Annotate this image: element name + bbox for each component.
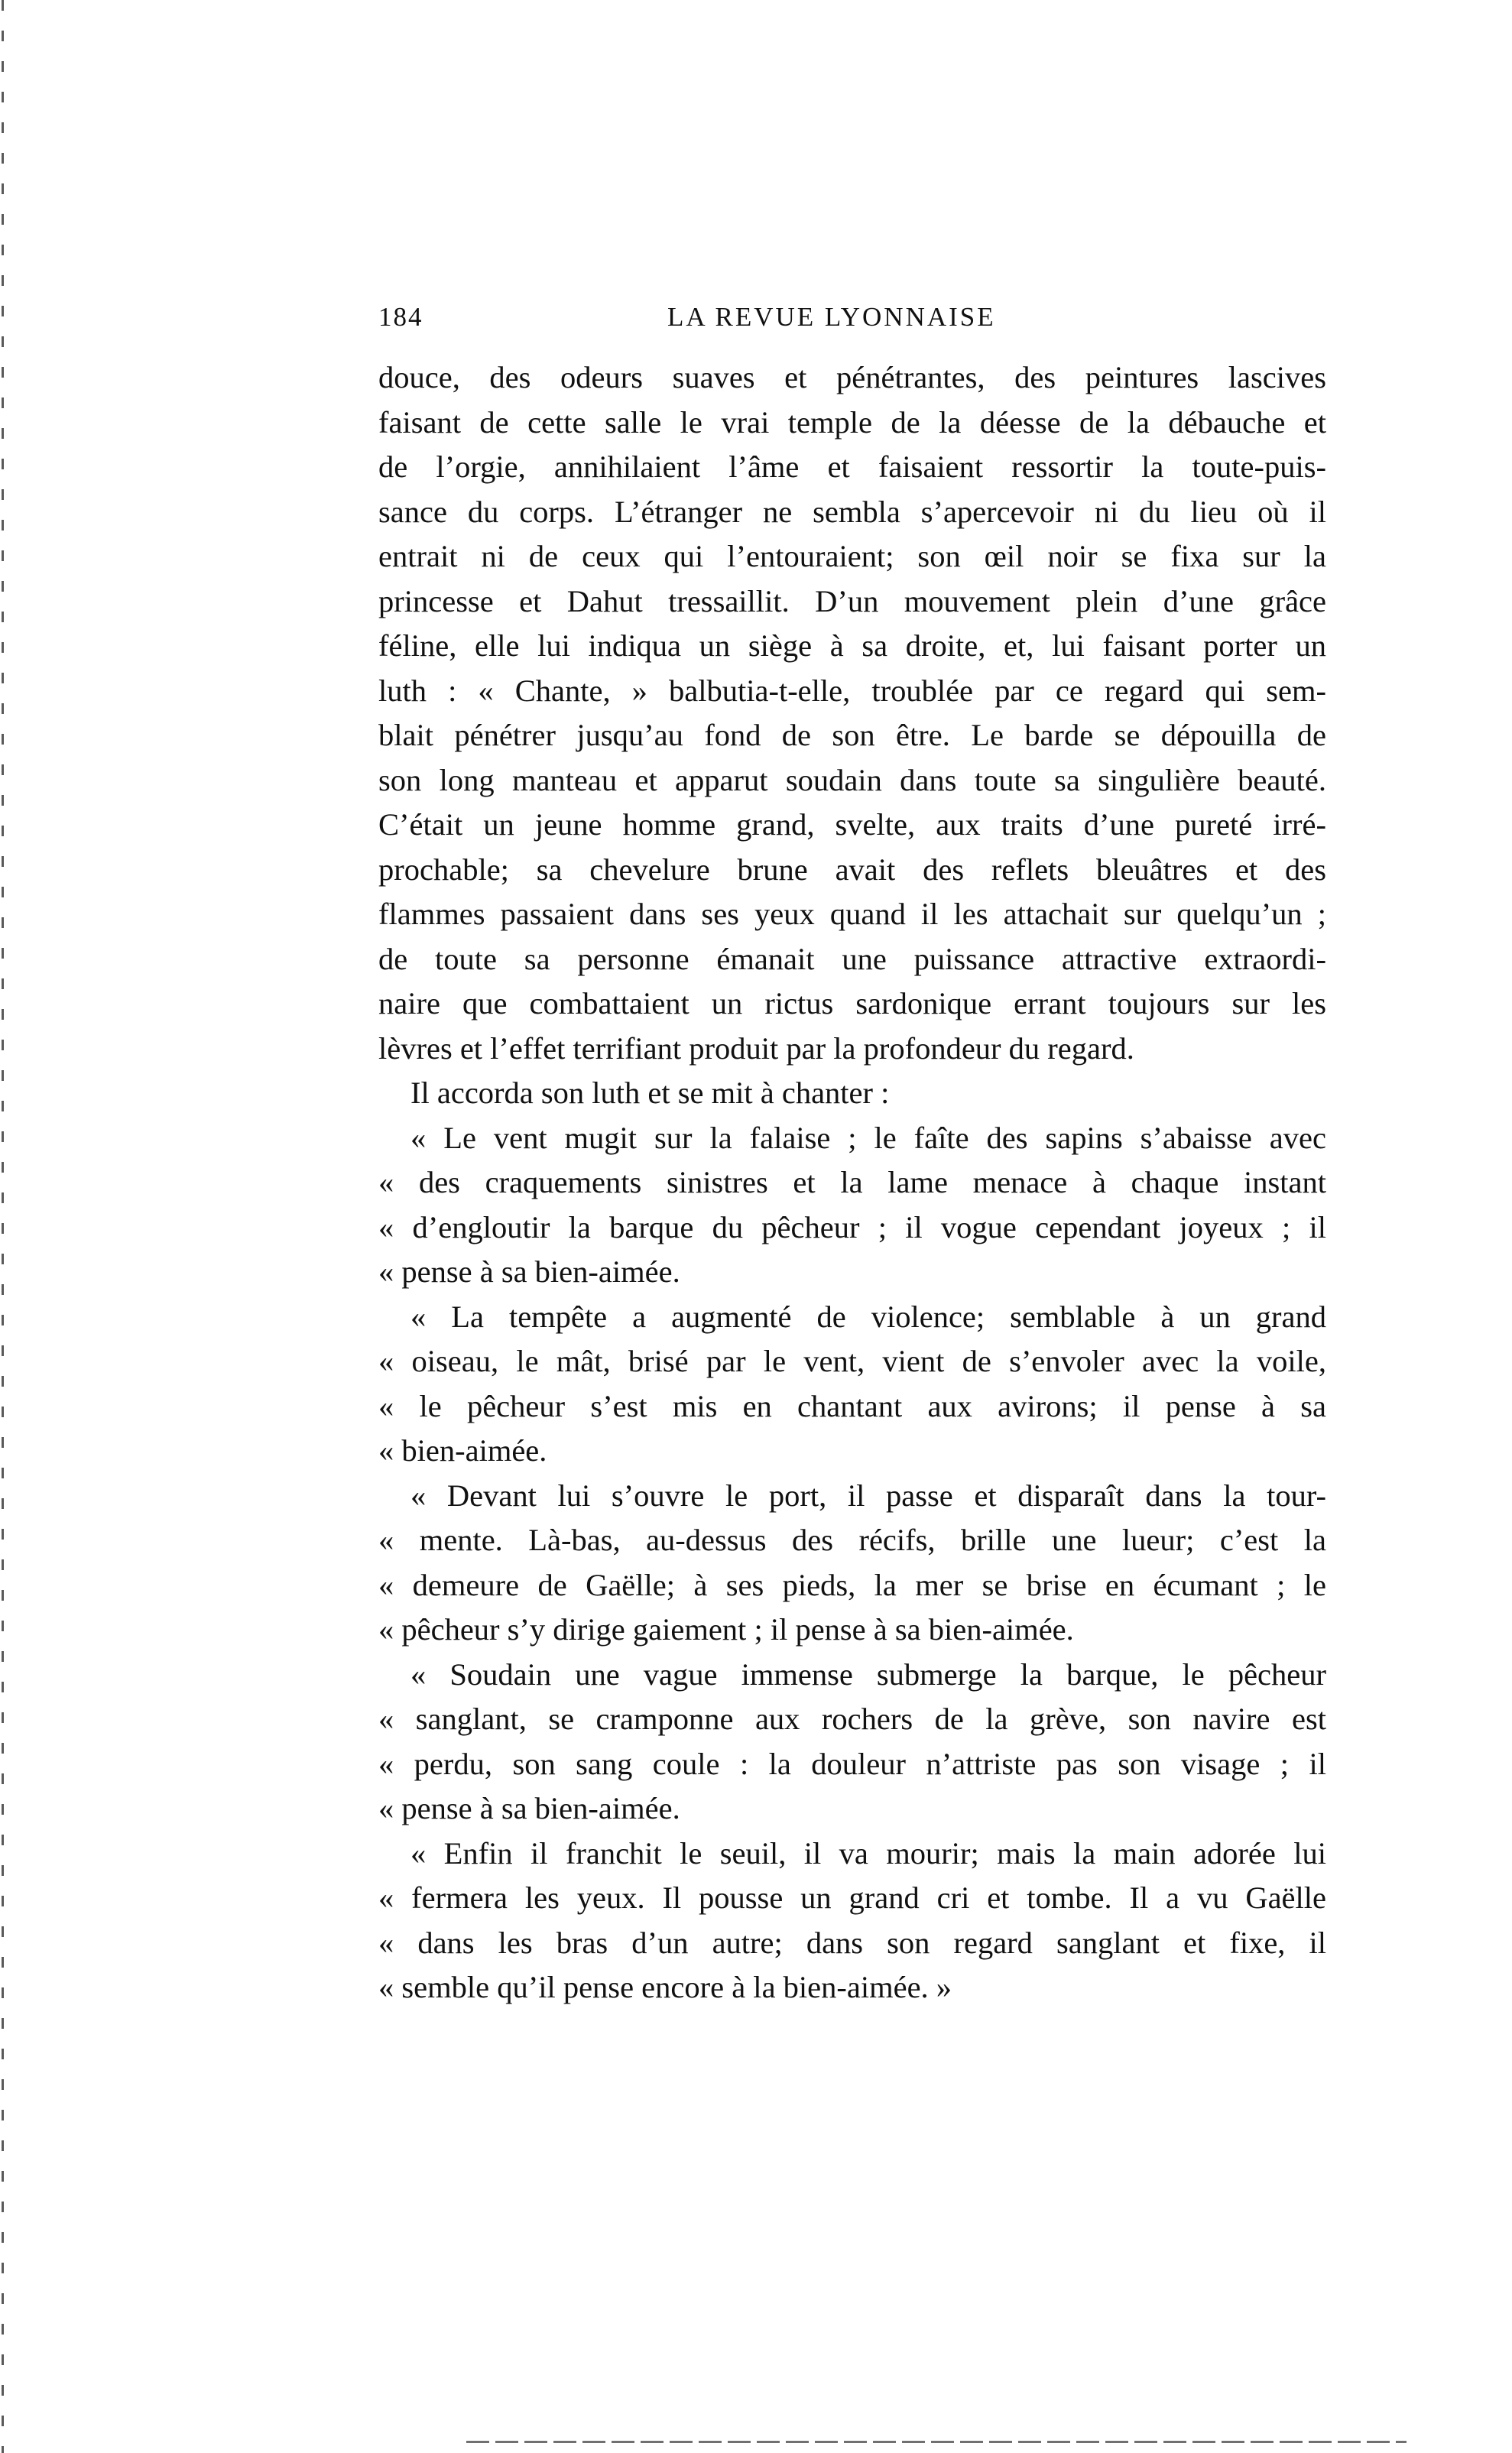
text-line: « dans les bras d’un autre; dans son regard sanglant et fixe, il	[378, 1925, 1326, 1960]
journal-title: LA REVUE LYONNAISE	[667, 302, 996, 332]
text-line: princesse et Dahut tressaillit. D’un mouvement plein d’une grâce	[378, 583, 1326, 618]
text-line: « bien-aimée.	[378, 1433, 547, 1468]
text-line: de toute sa personne émanait une puissance attractive extraordi-	[378, 941, 1326, 976]
text-line: « demeure de Gaëlle; à ses pieds, la mer se brise en écumant ; le	[378, 1567, 1326, 1602]
text-line: blait pénétrer jusqu’au fond de son être. Le barde se dépouilla de	[378, 718, 1326, 752]
text-line: « pense à sa bien-aimée.	[378, 1254, 680, 1289]
text-line: féline, elle lui indiqua un siège à sa droite, et, lui faisant porter un	[378, 628, 1326, 663]
text-line: sance du corps. L’étranger ne sembla s’apercevoir ni du lieu où il	[378, 494, 1326, 529]
song-stanza	[378, 1295, 1326, 1474]
text-line: flammes passaient dans ses yeux quand il les attachait sur quelqu’un ;	[378, 897, 1326, 931]
scan-edge-artifact	[2, 0, 4, 2453]
text-line: « sanglant, se cramponne aux rochers de la grève, son navire est	[378, 1702, 1326, 1736]
text-line: entrait ni de ceux qui l’entouraient; son œil noir se fixa sur la	[378, 539, 1326, 573]
body-text	[378, 355, 1326, 2010]
text-line: « le pêcheur s’est mis en chantant aux avirons; il pense à sa	[378, 1388, 1326, 1423]
text-line: luth : « Chante, » balbutia-t-elle, troublée par ce regard qui sem-	[378, 673, 1326, 708]
text-line: « pêcheur s’y dirige gaiement ; il pense à sa bien-aimée.	[378, 1612, 1074, 1647]
song-stanza	[378, 1832, 1326, 2010]
text-line: « oiseau, le mât, brisé par le vent, vient de s’envoler avec la voile,	[378, 1344, 1326, 1378]
text-line: « Soudain une vague immense submerge la barque, le pêcheur	[410, 1656, 1326, 1692]
text-line: « fermera les yeux. Il pousse un grand cri et tombe. Il a vu Gaëlle	[378, 1880, 1326, 1915]
text-line: naire que combattaient un rictus sardonique errant toujours sur les	[378, 986, 1326, 1020]
page-number: 184	[378, 302, 423, 332]
text-line: prochable; sa chevelure brune avait des reflets bleuâtres et des	[378, 852, 1326, 887]
text-line: douce, des odeurs suaves et pénétrantes, des peintures lascives	[378, 360, 1326, 394]
text-line: « La tempête a augmenté de violence; semblable à un grand	[410, 1299, 1326, 1334]
text-line: faisant de cette salle le vrai temple de la déesse de la débauche et	[378, 404, 1326, 440]
text-line: son long manteau et apparut soudain dans toute sa singulière beauté.	[378, 762, 1326, 797]
scan-bottom-artifact	[466, 2441, 1407, 2443]
song-stanza	[378, 1116, 1326, 1295]
text-line: « Devant lui s’ouvre le port, il passe et disparaît dans la tour-	[410, 1478, 1326, 1513]
text-line: lèvres et l’effet terrifiant produit par la profondeur du regard.	[378, 1030, 1134, 1066]
text-line: C’était un jeune homme grand, svelte, aux traits d’une pureté irré-	[378, 807, 1326, 842]
song-stanza	[378, 1653, 1326, 1832]
text-line: de l’orgie, annihilaient l’âme et faisaient ressortir la toute-puis-	[378, 449, 1326, 484]
text-line: « pense à sa bien-aimée.	[378, 1791, 680, 1825]
prose-paragraph-indented	[378, 1071, 1326, 1116]
text-line: « semble qu’il pense encore à la bien-aimée. »	[378, 1970, 952, 2004]
running-head	[378, 302, 1326, 340]
text-line: « mente. Là-bas, au-dessus des récifs, brille une lueur; c’est la	[378, 1523, 1326, 1557]
text-line: « perdu, son sang coule : la douleur n’attriste pas son visage ; il	[378, 1746, 1326, 1781]
text-line: Il accorda son luth et se mit à chanter :	[410, 1076, 890, 1110]
prose-paragraph	[378, 355, 1326, 1071]
text-line: « des craquements sinistres et la lame menace à chaque instant	[378, 1165, 1326, 1199]
text-line: « d’engloutir la barque du pêcheur ; il vogue cependant joyeux ; il	[378, 1209, 1326, 1244]
text-line: « Le vent mugit sur la falaise ; le faîte des sapins s’abaisse avec	[410, 1120, 1326, 1155]
book-page	[378, 302, 1326, 2010]
text-line: « Enfin il franchit le seuil, il va mourir; mais la main adorée lui	[410, 1835, 1326, 1871]
song-stanza	[378, 1474, 1326, 1653]
